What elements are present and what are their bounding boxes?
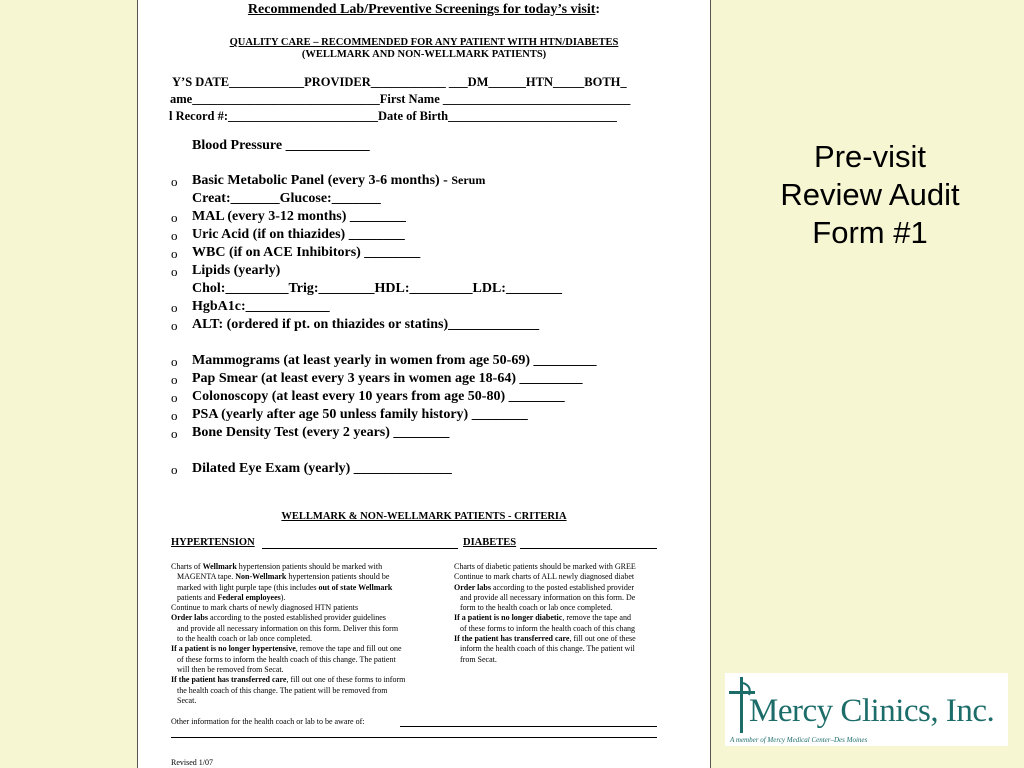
form-subtitle: QUALITY CARE – RECOMMENDED FOR ANY PATIENT WITH HTN/DIABETES xyxy=(229,37,619,48)
lab-mal: MAL (every 3-12 months) ________ xyxy=(192,209,406,224)
list-bullet: o xyxy=(171,390,178,405)
mercy-clinics-logo xyxy=(725,673,1008,746)
criteria-line: inform the health coach of this change. The patient wil xyxy=(454,644,635,654)
lab-creat-glucose: Creat:_______Glucose:_______ xyxy=(192,191,381,206)
form-subtitle-patients: (WELLMARK AND NON-WELLMARK PATIENTS) xyxy=(301,49,547,60)
other-info-label: Other information for the health coach or lab to be aware of: xyxy=(171,717,365,726)
criteria-line: If a patient is no longer hypertensive, remove the tape and fill out one xyxy=(171,644,402,654)
criteria-line: Continue to mark charts of newly diagnosed HTN patients xyxy=(171,603,359,613)
revised-date: Revised 1/07 xyxy=(171,758,213,767)
list-bullet: o xyxy=(171,246,178,261)
hypertension-heading: HYPERTENSION xyxy=(171,537,255,548)
slide-title xyxy=(740,138,1000,252)
heading-rule xyxy=(262,548,458,549)
list-bullet: o xyxy=(171,462,178,477)
criteria-line: the health coach of this change. The patient will be removed from xyxy=(171,685,388,695)
heading-rule xyxy=(520,548,657,549)
criteria-line: Order labs according to the posted established provider guidelines xyxy=(171,613,386,623)
slide-title-line: Review Audit xyxy=(780,177,960,212)
criteria-line: will then be removed from Secat. xyxy=(171,664,284,674)
other-info-line xyxy=(400,726,657,727)
criteria-line: If the patient has transferred care, fill out one of these forms to inform xyxy=(171,675,406,685)
list-bullet: o xyxy=(171,300,178,315)
screening-mammograms: Mammograms (at least yearly in women from age 50-69) _________ xyxy=(192,353,597,368)
list-bullet: o xyxy=(171,228,178,243)
criteria-line: to the health coach or lab once completed. xyxy=(171,634,313,644)
criteria-line: Secat. xyxy=(171,695,197,705)
other-info-line xyxy=(171,737,657,738)
list-bullet: o xyxy=(171,408,178,423)
list-bullet: o xyxy=(171,174,178,189)
diabetes-heading: DIABETES xyxy=(463,537,517,548)
lab-lipid-values: Chol:_________Trig:________HDL:_________LDL:________ xyxy=(192,281,562,296)
list-bullet: o xyxy=(171,264,178,279)
criteria-line: Charts of Wellmark hypertension patients should be marked with xyxy=(171,562,383,571)
criteria-title: WELLMARK & NON-WELLMARK PATIENTS - CRITERIA xyxy=(281,511,567,522)
screening-form-page xyxy=(137,0,711,768)
criteria-line: If the patient has transferred care, fill out one of these xyxy=(454,634,636,644)
criteria-line: and provide all necessary information on this form. De xyxy=(454,592,636,602)
header-name-row: ame______________________________First Name ______________________________ xyxy=(170,92,631,106)
criteria-line: and provide all necessary information on this form. Deliver this form xyxy=(171,623,399,633)
criteria-line: MAGENTA tape. Non-Wellmark hypertension patients should be xyxy=(171,572,390,582)
screening-dilated-eye-exam: Dilated Eye Exam (yearly) ______________ xyxy=(192,461,452,476)
screening-pap-smear: Pap Smear (at least every 3 years in women age 18-64) _________ xyxy=(192,371,583,386)
criteria-line: marked with light purple tape (this includes out of state Wellmark xyxy=(171,582,393,592)
list-bullet: o xyxy=(171,210,178,225)
diabetes-criteria-text xyxy=(454,562,659,665)
criteria-line: Order labs according to the posted established provider xyxy=(454,582,635,592)
list-bullet: o xyxy=(171,426,178,441)
logo-name: Mercy Clinics, Inc. xyxy=(749,693,995,729)
list-bullet: o xyxy=(171,372,178,387)
lab-wbc: WBC (if on ACE Inhibitors) ________ xyxy=(192,245,421,260)
screening-bone-density: Bone Density Test (every 2 years) ________ xyxy=(192,425,450,440)
criteria-line: If a patient is no longer diabetic, remove the tape and xyxy=(454,613,631,623)
screening-psa: PSA (yearly after age 50 unless family history) ________ xyxy=(192,407,528,422)
criteria-line: Continue to mark charts of ALL newly diagnosed diabet xyxy=(454,572,635,582)
lab-uric-acid: Uric Acid (if on thiazides) ________ xyxy=(192,227,405,242)
form-title: Recommended Lab/Preventive Screenings for today’s visit: xyxy=(247,2,601,17)
hypertension-criteria-text xyxy=(171,562,405,706)
list-bullet: o xyxy=(171,354,178,369)
criteria-line: of these forms to inform the health coach of this chang xyxy=(454,623,636,633)
lab-alt: ALT: (ordered if pt. on thiazides or statins)_____________ xyxy=(192,317,540,332)
list-bullet: o xyxy=(171,318,178,333)
blood-pressure-field: Blood Pressure ____________ xyxy=(192,138,370,153)
criteria-line: patients and Federal employees). xyxy=(171,592,286,602)
slide-title-line: Pre-visit xyxy=(814,139,926,174)
lab-lipids: Lipids (yearly) xyxy=(192,263,281,278)
lab-hgba1c: HgbA1c:____________ xyxy=(192,299,330,314)
header-record-dob-row: l Record #:________________________Date of Birth___________________________ xyxy=(169,109,617,123)
criteria-line: form to the health coach or lab once completed. xyxy=(454,603,613,613)
criteria-line: of these forms to inform the health coach of this change. The patient xyxy=(171,654,396,664)
screening-colonoscopy: Colonoscopy (at least every 10 years from age 50-80) ________ xyxy=(192,389,565,404)
criteria-line: from Secat. xyxy=(454,654,497,664)
lab-basic-metabolic-panel: Basic Metabolic Panel (every 3-6 months) - Serum xyxy=(192,173,486,188)
slide-title-line: Form #1 xyxy=(812,215,928,250)
header-date-provider-row: Y’S DATE____________PROVIDER____________ ___DM______HTN_____BOTH_ xyxy=(172,75,627,89)
criteria-line: Charts of diabetic patients should be marked with GREE xyxy=(454,562,636,571)
logo-tagline: A member of Mercy Medical Center–Des Moines xyxy=(730,736,868,744)
